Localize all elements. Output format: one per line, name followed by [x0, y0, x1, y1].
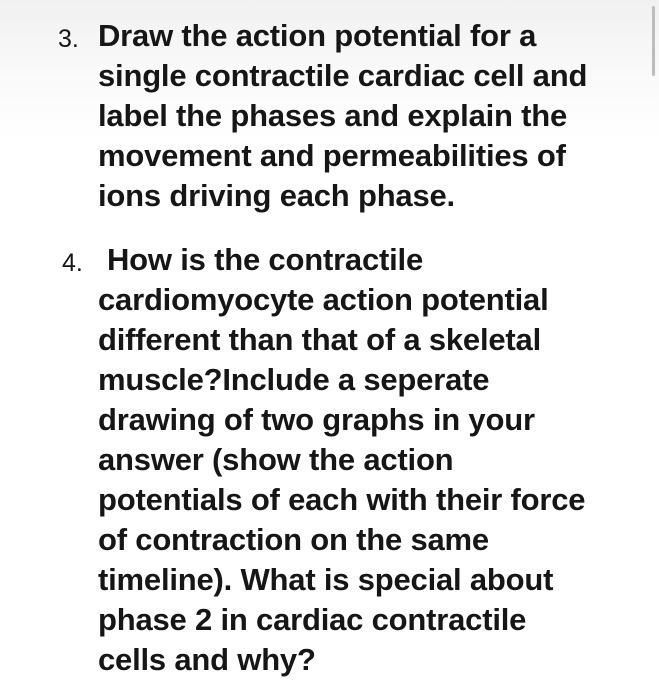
scroll-indicator[interactable]	[652, 6, 655, 76]
question-line: label the phases and explain the	[98, 98, 568, 133]
question-text	[98, 240, 638, 680]
question-line: timeline). What is special about	[98, 562, 554, 597]
question-line: of contraction on the same	[98, 522, 489, 557]
question-line: How is the contractile	[107, 242, 423, 277]
question-line: answer (show the action	[98, 442, 454, 477]
question-line: drawing of two graphs in your	[98, 402, 535, 437]
question-line: ions driving each phase.	[98, 178, 455, 213]
question-number: 4.	[62, 249, 83, 277]
question-line: cells and why?	[98, 642, 316, 677]
question-line: cardiomyocyte action potential	[98, 282, 549, 317]
question-line: phase 2 in cardiac contractile	[98, 602, 527, 637]
question-line: potentials of each with their force	[98, 482, 586, 517]
question-text	[98, 16, 638, 216]
question-line: single contractile cardiac cell and	[98, 58, 588, 93]
question-line: muscle?Include a seperate	[98, 362, 490, 397]
question-line: Draw the action potential for a	[98, 18, 537, 53]
question-line: movement and permeabilities of	[98, 138, 566, 173]
question-line: different than that of a skeletal	[98, 322, 541, 357]
question-number: 3.	[58, 25, 79, 53]
